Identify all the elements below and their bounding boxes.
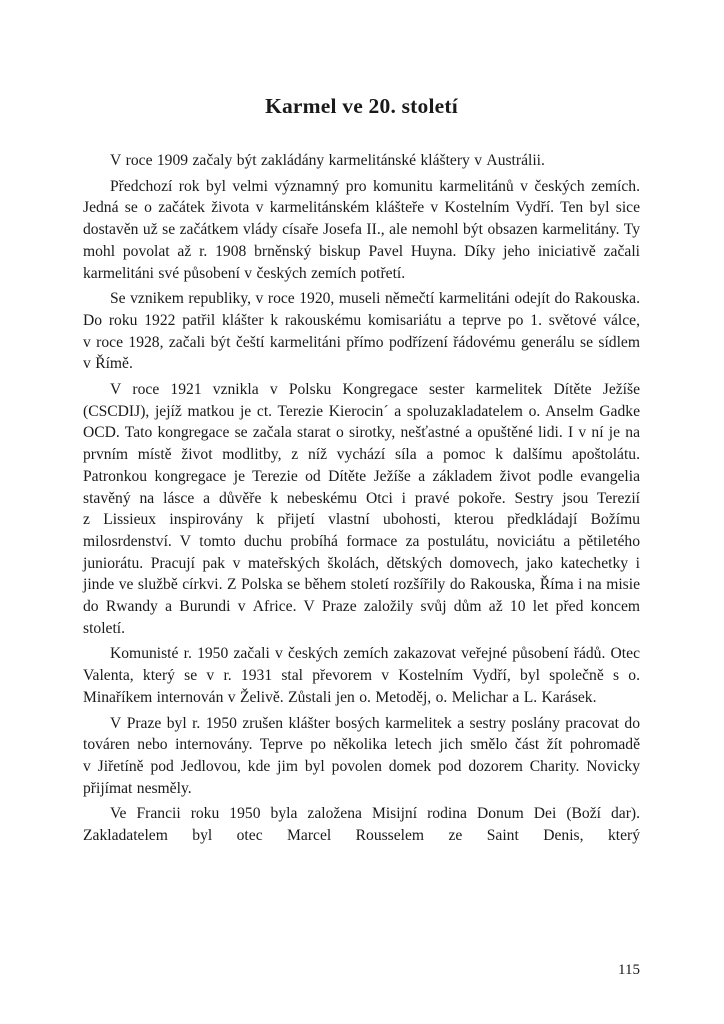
paragraph-5: Komunisté r. 1950 začali v českých zemích zakazovat veřejné působení řádů. Otec Valenta, který se v r. 1931 stal převorem v Kostelním Vydří, byl společně s o. Minaříkem internován v Želivě. Zůstali jen o. Metoděj, o. Melichar a L. Karásek. xyxy=(83,645,640,706)
paragraph-6: V Praze byl r. 1950 zrušen klášter bosých karmelitek a sestry poslány pracovat do továren nebo internovány. Teprve po několika letech jich smělo část žít pohromadě v Jiřetíně pod Jedlovou, kde jim byl povolen domek pod dozorem Charity. Novicky přijímat nesměly. xyxy=(83,714,640,797)
document-body xyxy=(83,150,640,847)
paragraph-7: Ve Francii roku 1950 byla založena Misijní rodina Donum Dei (Boží dar). Zakladatelem byl otec Marcel Rousselem ze Saint Denis, který xyxy=(83,805,640,845)
paragraph-3: Se vznikem republiky, v roce 1920, museli němečtí karmelitáni odejít do Rakouska. Do roku 1922 patřil klášter k rakouskému komisariátu a teprve po 1. světové válce, v roce 1928, začali být čeští karmelitáni přímo podřízení řádovému generálu se sídlem v Římě. xyxy=(83,290,640,373)
chapter-title: Karmel ve 20. století xyxy=(265,94,458,118)
paragraph-4: V roce 1921 vznikla v Polsku Kongregace sester karmelitek Dítěte Ježíše (CSCDIJ), jejíž matkou je ct. Terezie Kierocin´ a spoluzakladatelem o. Anselm Gadke OCD. Tato kongregace se začala starat o sirotky, nešťastné a opuštěné lidi. I v ní je na prvním místě život modlitby, z níž vychází síla a pomoc k dalšímu apoštolátu. Patronkou kongregace je Terezie od Dítěte Ježíše a základem život podle evangelia stavěný na lásce a důvěře k nebeskému Otci i pravé pokoře. Sestry jsou Terezií z Lissieux inspirovány k přijetí vlastní ubohosti, kterou předkládají Božímu milosrdenství. V tomto duchu probíhá formace za postulátu, noviciátu a pětiletého juniorátu. Pracují pak v mateřských školách, dětských domovech, jako katechetky i jinde ve službě církvi. Z Polska se během století rozšířily do Rakouska, Říma i na misie do Rwandy a Burundi v Africe. V Praze založily svůj dům až 10 let před koncem století. xyxy=(83,381,640,637)
paragraph-1: V roce 1909 začaly být zakládány karmelitánské kláštery v Austrálii. xyxy=(110,152,545,169)
page-number: 115 xyxy=(618,962,640,978)
paragraph-2: Předchozí rok byl velmi významný pro komunitu karmelitánů v českých zemích. Jedná se o začátek života v karmelitánském klášteře v Kostelním Vydří. Ten byl sice dostavěn už se začátkem vlády císaře Josefa II., ale nemohl být obsazen karmelitány. Ty mohl povolat až r. 1908 brněnský biskup Pavel Huyna. Díky jeho iniciativě začali karmelitáni své působení v českých zemích potřetí. xyxy=(83,177,640,282)
